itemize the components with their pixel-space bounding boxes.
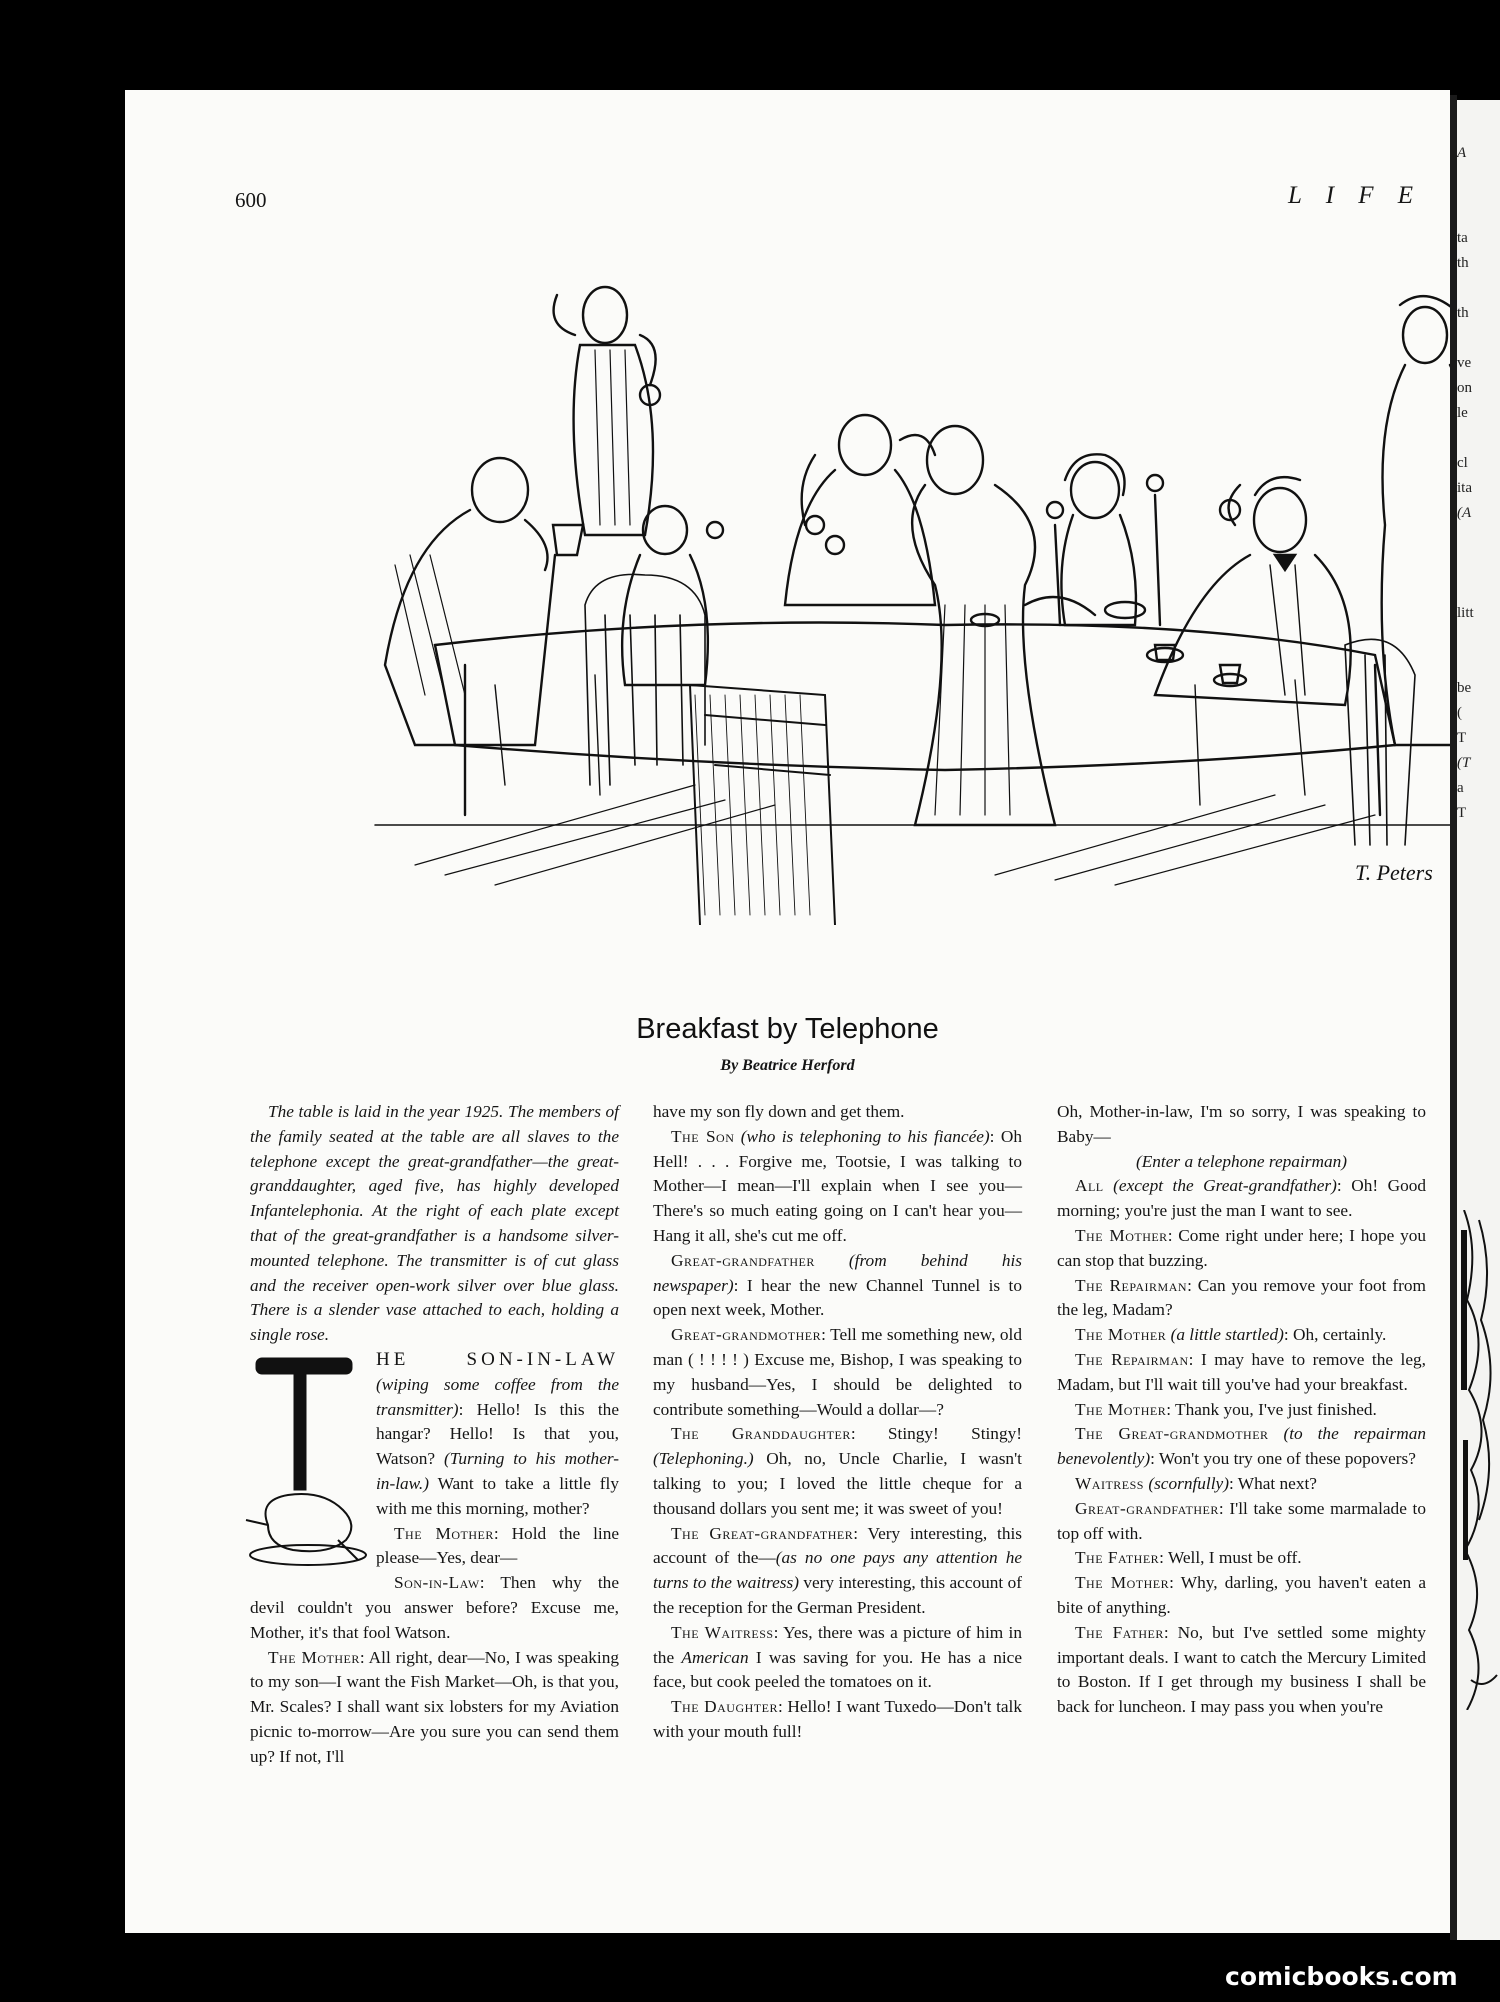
speaker-name: The Daughter [671,1697,778,1717]
dialogue-text: : All right, dear—No, I was speaking to my son—I want the Fish Market—Oh, is that you, Mr. Scales? I shall want six lobsters for my Aviation picnic to-morrow—Are you sure you can send them up? If not, I'll [250,1647,619,1766]
binding-gutter [1450,95,1457,1940]
speaker-name: The Mother [394,1523,494,1543]
dialogue-text: : Thank you, I've just finished. [1166,1399,1377,1419]
adjacent-page-letter: (T [1457,755,1471,771]
stage-direction: (Telephoning.) [653,1449,754,1469]
stage-direction: (except the Great-grandfather) [1113,1176,1337,1196]
running-head: L I F E [1288,182,1423,209]
dialogue-text: Want to take a little fly with me this morning, mother? [376,1473,619,1518]
dialogue-text: Oh, no, Uncle Charlie, I wasn't talking to you; I loved the little cheque for a thousand dollars you sent me; it was sweet of you! [653,1449,1022,1518]
dialogue-text: : Hello! I want Tuxedo—Don't talk with your mouth full! [653,1697,1022,1741]
speaker-name: All [1075,1176,1104,1196]
stage-direction-intro: The table is laid in the year 1925. The members of the family seated at the table are all slaves to the telephone except the great-grandfather—the great-granddaughter, aged five, has highly developed Infantelephonia. At the right of each plate except that of the great-grandfather is a handsome silver-mounted telephone. The transmitter is of cut glass and the receiver open-work silver over blue glass. There is a slender vase attached to each, holding a single rose. [250,1102,619,1345]
adjacent-page-letter: T [1457,805,1467,821]
dialogue-text: I was saving for you. He has a nice face, but cook peeled the tomatoes on it. [653,1647,1022,1692]
stage-direction: (who is telephoning to his fiancée) [740,1126,990,1146]
dialogue-text: have my son fly down and get them. [653,1102,905,1121]
adjacent-page-letter: ( [1457,705,1462,721]
stage-direction: (scornfully) [1148,1473,1229,1493]
adjacent-page-letter: ta [1457,230,1468,246]
breakfast-table-illustration [295,225,1450,925]
opening-paragraph [250,1348,619,1522]
adjacent-page-letter: A [1457,145,1467,161]
article-title: Breakfast by Telephone [636,1013,939,1045]
stage-direction: (a little startled) [1170,1325,1284,1345]
drop-cap-t-roast-chicken [238,1350,370,1580]
speaker-name: Great-grandmother [671,1325,822,1345]
dialogue-text: : Oh! Good morning; you're just the man I want to see. [1057,1176,1426,1221]
dialogue-text: : I may have to remove the leg, Madam, but I'll wait till you've had your breakfast. [1057,1349,1426,1394]
dialogue-text: Oh, Mother-in-law, I'm so sorry, I was speaking to Baby— [1057,1102,1426,1146]
adjacent-page-letter: a [1457,780,1464,796]
dialogue-text: : I hear the new Channel Tunnel is to open next week, Mother. [653,1275,1022,1320]
dialogue-text: : Why, darling, you haven't eaten a bite of anything. [1057,1573,1426,1617]
dialogue-text: : Hello! Is this the hangar? Hello! Is that you, Watson? [376,1399,619,1469]
adjacent-page-letter: T [1457,730,1467,746]
dialogue-text: : Can you remove your foot from the leg, Madam? [1057,1275,1426,1320]
speaker-name: The Father [1075,1622,1164,1642]
speaker-name: HE SON-IN-LAW [376,1348,619,1370]
dialogue-text: : Tell me something new, old man ( ! ! ! ! ) Excuse me, Bishop, I was speaking to my husband—Yes, I should be delighted to contribute something—Would a dollar—? [653,1325,1022,1419]
dialogue-text: : Oh, certainly. [1283,1325,1387,1345]
speaker-name: Son-in-Law [394,1573,480,1593]
adjacent-page-letter: be [1457,680,1472,696]
dialogue-text: : Yes, there was a picture of him in the [653,1622,1022,1667]
dialogue-text: : Won't you try one of these popovers? [1150,1449,1416,1469]
speaker-name: The Granddaughter [671,1424,851,1444]
speaker-name: The Mother [1075,1225,1168,1245]
dialogue-text: : Oh Hell! . . . Forgive me, Tootsie, I was talking to Mother—I mean—I'll explain when I see you—There's so much eating going on I can't hear you—Hang it all, she's cut me off. [653,1126,1022,1245]
adjacent-page-illustration [1459,1210,1500,1710]
adjacent-page-letter: th [1457,305,1469,321]
dialogue-text: : Then why the devil couldn't you answer before? Excuse me, Mother, it's that fool Watson. [250,1573,619,1642]
adjacent-page-letter: on [1457,380,1472,396]
stage-direction: (Enter a telephone repairman) [1135,1151,1347,1171]
speaker-name: The Mother [268,1647,360,1667]
speaker-name: The Great-grandfather [671,1523,854,1543]
speaker-name: The Mother [1075,1399,1167,1419]
text-column-3 [1057,1100,1426,1720]
magazine-page [125,90,1450,1933]
dialogue-text: : Stingy! Stingy! [850,1424,1022,1444]
stage-direction: (wiping some coffee from the transmitter) [376,1374,619,1419]
adjacent-page-letter: th [1457,255,1469,271]
stage-direction: (to the repairman benevolently) [1057,1424,1426,1469]
illustrator-signature: T. Peters [1355,860,1433,885]
site-watermark: comicbooks.com [1225,1962,1458,1991]
speaker-name: Great-grandfather [1075,1498,1219,1518]
adjacent-page-edge [1457,100,1500,1940]
dialogue-text: : Come right under here; I hope you can stop that buzzing. [1057,1225,1427,1270]
italic-title: American [681,1647,749,1667]
stage-direction: (Turning to his mother-in-law.) [376,1449,619,1493]
dialogue-text: : Well, I must be off. [1159,1548,1302,1568]
page-number: 600 [235,188,267,212]
dialogue-text: : I'll take some marmalade to top off with. [1057,1498,1426,1543]
adjacent-page-letter: le [1457,405,1468,421]
dialogue-text: : Very interesting, this account of the— [653,1523,1022,1568]
adjacent-page-letter: litt [1457,605,1474,621]
speaker-name: The Son [671,1126,735,1146]
speaker-name: The Mother [1075,1325,1167,1345]
adjacent-page-letter: ita [1457,480,1472,496]
text-column-1 [250,1100,619,1770]
stage-direction: (from behind his newspaper) [653,1250,1022,1295]
article-byline: By Beatrice Herford [720,1057,855,1074]
dialogue-text: : Hold the line please—Yes, dear— [376,1523,619,1568]
adjacent-page-letter: cl [1457,455,1468,471]
dialogue-text: very interesting, this account of the reception for the German President. [653,1573,1022,1617]
speaker-name: The Repairman [1075,1275,1188,1295]
adjacent-page-letter: ve [1457,355,1472,371]
dialogue-text: : No, but I've settled some mighty important deals. I want to catch the Mercury Limited to Boston. If I get through my business I shall be back for luncheon. I may pass you when you're [1057,1622,1426,1717]
speaker-name: The Great-grandmother [1075,1424,1269,1444]
speaker-name: The Father [1075,1548,1160,1568]
speaker-name: Waitress [1075,1473,1144,1493]
dialogue-text: : What next? [1228,1473,1317,1493]
speaker-name: The Waitress [671,1622,774,1642]
stage-direction: (as no one pays any attention he turns to the waitress) [653,1548,1022,1593]
speaker-name: The Mother [1075,1573,1170,1593]
speaker-name: The Repairman [1075,1349,1189,1369]
adjacent-page-letter: (A [1457,505,1472,521]
text-column-2 [653,1100,1022,1745]
speaker-name: Great-grandfather [671,1250,815,1270]
